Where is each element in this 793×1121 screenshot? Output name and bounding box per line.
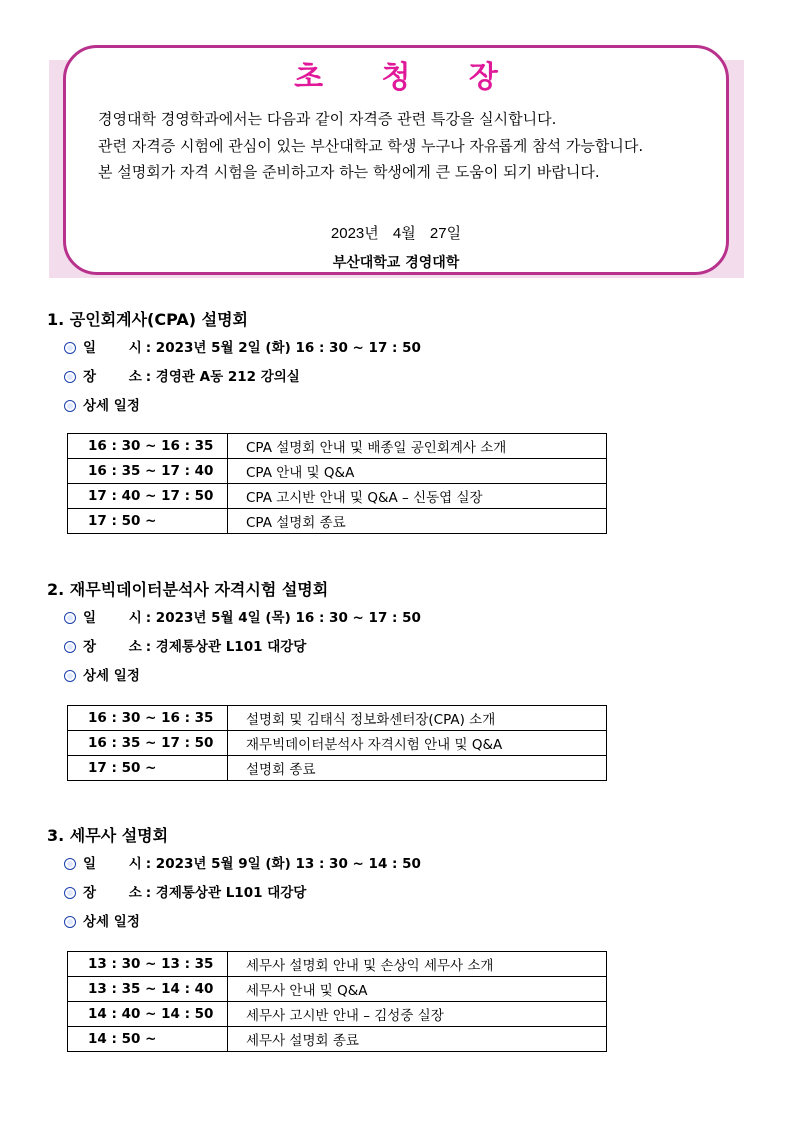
section-title: 3. 세무사 설명회 (47, 826, 169, 845)
schedule-table-financial-bigdata (67, 705, 607, 781)
datetime-row (47, 338, 617, 359)
desc-cell: 세무사 고시반 안내 – 김성중 실장 (228, 1002, 607, 1027)
invitation-card (63, 45, 729, 275)
table-row (68, 977, 607, 1002)
invitation-organization: 부산대학교 경영대학 (332, 255, 460, 271)
table-row (68, 952, 607, 977)
circle-bullet-icon (64, 887, 76, 899)
place-row (47, 367, 617, 388)
datetime-value: : 2023년 5월 4일 (목) 16 : 30 ~ 17 : 50 (145, 610, 421, 626)
circle-bullet-icon (64, 916, 76, 928)
table-row (68, 509, 607, 534)
section-financial-bigdata (47, 579, 617, 687)
datetime-label: 일 시 (83, 610, 142, 626)
time-cell: 13 : 30 ~ 13 : 35 (68, 952, 228, 977)
circle-bullet-icon (64, 670, 76, 682)
desc-cell: CPA 설명회 종료 (228, 509, 607, 534)
time-cell: 13 : 35 ~ 14 : 40 (68, 977, 228, 1002)
schedule-label: 상세 일정 (83, 668, 140, 684)
desc-cell: 설명회 종료 (228, 756, 607, 781)
place-label: 장 소 (83, 639, 142, 655)
schedule-table-cpa (67, 433, 607, 534)
section-cpa (47, 309, 617, 417)
section-title: 1. 공인회계사(CPA) 설명회 (47, 310, 249, 329)
table-row (68, 731, 607, 756)
invitation-line: 경영대학 경영학과에서는 다음과 같이 자격증 관련 특강을 실시합니다. (98, 110, 557, 128)
circle-bullet-icon (64, 612, 76, 624)
time-cell: 14 : 50 ~ (68, 1027, 228, 1052)
desc-cell: 세무사 설명회 안내 및 손상익 세무사 소개 (228, 952, 607, 977)
datetime-value: : 2023년 5월 9일 (화) 13 : 30 ~ 14 : 50 (145, 856, 421, 872)
invitation-date: 2023년 4월 27일 (330, 225, 462, 242)
table-row (68, 1002, 607, 1027)
invitation-line: 본 설명회가 자격 시험을 준비하고자 하는 학생에게 큰 도움이 되기 바랍니다. (98, 163, 600, 181)
table-row (68, 706, 607, 731)
schedule-label: 상세 일정 (83, 398, 140, 414)
time-cell: 17 : 50 ~ (68, 509, 228, 534)
invitation-line: 관련 자격증 시험에 관심이 있는 부산대학교 학생 누구나 자유롭게 참석 가능합니다. (98, 136, 644, 155)
invitation-body (98, 106, 643, 186)
desc-cell: 세무사 설명회 종료 (228, 1027, 607, 1052)
schedule-row (47, 396, 617, 417)
section-title: 2. 재무빅데이터분석사 자격시험 설명회 (47, 580, 329, 599)
desc-cell: CPA 설명회 안내 및 배종일 공인회계사 소개 (228, 434, 607, 459)
invitation-title: 초 청 장 (294, 60, 522, 95)
desc-cell: CPA 안내 및 Q&A (228, 459, 607, 484)
table-row (68, 756, 607, 781)
time-cell: 16 : 30 ~ 16 : 35 (68, 706, 228, 731)
desc-cell: 설명회 및 김태식 정보화센터장(CPA) 소개 (228, 706, 607, 731)
time-cell: 14 : 40 ~ 14 : 50 (68, 1002, 228, 1027)
time-cell: 17 : 40 ~ 17 : 50 (68, 484, 228, 509)
place-label: 장 소 (83, 369, 142, 385)
datetime-row (47, 608, 617, 629)
datetime-label: 일 시 (83, 340, 142, 356)
datetime-row (47, 854, 617, 875)
time-cell: 16 : 30 ~ 16 : 35 (68, 434, 228, 459)
table-row (68, 484, 607, 509)
circle-bullet-icon (64, 641, 76, 653)
time-cell: 16 : 35 ~ 17 : 40 (68, 459, 228, 484)
desc-cell: CPA 고시반 안내 및 Q&A – 신동엽 실장 (228, 484, 607, 509)
circle-bullet-icon (64, 858, 76, 870)
place-row (47, 883, 617, 904)
circle-bullet-icon (64, 371, 76, 383)
place-row (47, 637, 617, 658)
table-row (68, 1027, 607, 1052)
section-tax-accountant (47, 825, 617, 933)
place-value: : 경제통상관 L101 대강당 (145, 885, 307, 901)
schedule-label: 상세 일정 (83, 914, 140, 930)
place-value: : 경영관 A동 212 강의실 (145, 369, 300, 385)
desc-cell: 세무사 안내 및 Q&A (228, 977, 607, 1002)
desc-cell: 재무빅데이터분석사 자격시험 안내 및 Q&A (228, 731, 607, 756)
table-row (68, 459, 607, 484)
table-row (68, 434, 607, 459)
datetime-value: : 2023년 5월 2일 (화) 16 : 30 ~ 17 : 50 (145, 340, 421, 356)
circle-bullet-icon (64, 400, 76, 412)
place-value: : 경제통상관 L101 대강당 (145, 639, 307, 655)
schedule-row (47, 912, 617, 933)
schedule-table-tax-accountant (67, 951, 607, 1052)
circle-bullet-icon (64, 342, 76, 354)
time-cell: 17 : 50 ~ (68, 756, 228, 781)
place-label: 장 소 (83, 885, 142, 901)
time-cell: 16 : 35 ~ 17 : 50 (68, 731, 228, 756)
schedule-row (47, 666, 617, 687)
datetime-label: 일 시 (83, 856, 142, 872)
